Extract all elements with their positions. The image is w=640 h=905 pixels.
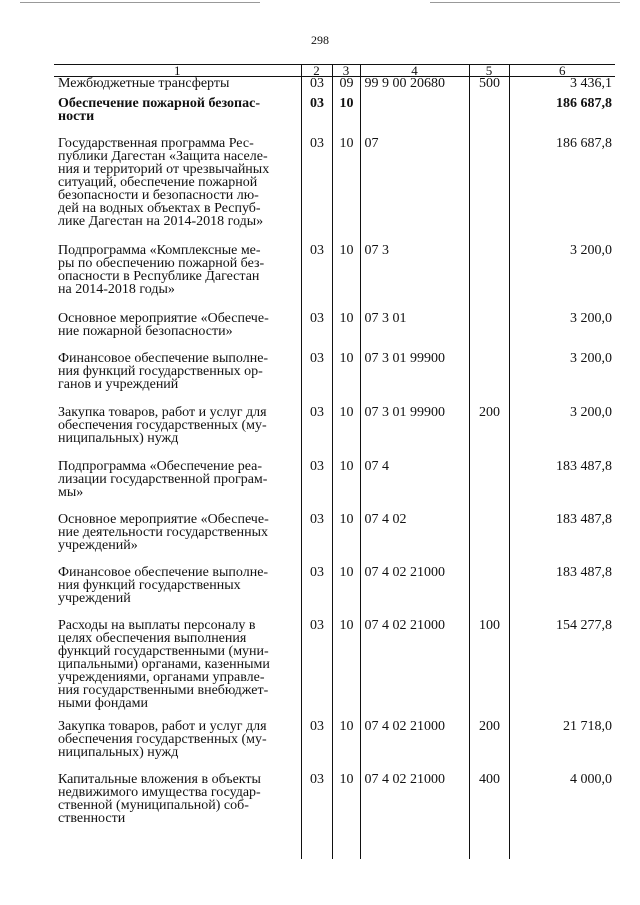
- amount-cell: 3 200,0: [509, 244, 615, 312]
- table-body: [54, 77, 615, 859]
- subsection-code-cell: 10: [332, 513, 360, 566]
- section-code-cell: 03: [301, 137, 332, 244]
- table-row: [54, 825, 615, 859]
- top-edge-line: [20, 2, 260, 3]
- section-code-cell: 03: [301, 720, 332, 773]
- table-row: [54, 244, 615, 312]
- amount-cell: 183 487,8: [509, 566, 615, 619]
- expense-type-cell: [469, 97, 509, 137]
- column-header: 4: [360, 65, 469, 77]
- amount-cell: 3 200,0: [509, 312, 615, 352]
- table-row: [54, 773, 615, 825]
- empty-cell: [469, 825, 509, 859]
- table-row: [54, 312, 615, 352]
- section-code-cell: 03: [301, 312, 332, 352]
- subsection-code-cell: 09: [332, 77, 360, 97]
- row-name-cell: Расходы на выплаты персоналу в целях обеспечения выполнения функций государственными (муни- ципальными) органами, казенными учреждениями, органами управле- ния государственными внебюджет- ными фондами: [54, 619, 301, 720]
- subsection-code-cell: 10: [332, 460, 360, 513]
- table-row: [54, 513, 615, 566]
- target-article-cell: 07 4 02 21000: [360, 773, 469, 825]
- subsection-code-cell: 10: [332, 312, 360, 352]
- column-header: 5: [469, 65, 509, 77]
- section-code-cell: 03: [301, 460, 332, 513]
- target-article-cell: 07 4 02: [360, 513, 469, 566]
- row-name-cell: Обеспечение пожарной безопас- ности: [54, 97, 301, 137]
- section-code-cell: 03: [301, 244, 332, 312]
- target-article-cell: 07 4 02 21000: [360, 619, 469, 720]
- expense-type-cell: [469, 244, 509, 312]
- amount-cell: 3 436,1: [509, 77, 615, 97]
- section-code-cell: 03: [301, 619, 332, 720]
- expense-type-cell: [469, 513, 509, 566]
- amount-cell: 183 487,8: [509, 513, 615, 566]
- section-code-cell: 03: [301, 513, 332, 566]
- expense-type-cell: 500: [469, 77, 509, 97]
- amount-cell: 4 000,0: [509, 773, 615, 825]
- expense-type-cell: [469, 460, 509, 513]
- subsection-code-cell: 10: [332, 352, 360, 406]
- expense-type-cell: [469, 566, 509, 619]
- target-article-cell: 07: [360, 137, 469, 244]
- section-code-cell: 03: [301, 773, 332, 825]
- table-header-row: [54, 65, 615, 77]
- target-article-cell: 07 3 01 99900: [360, 352, 469, 406]
- amount-cell: 154 277,8: [509, 619, 615, 720]
- table-row: [54, 720, 615, 773]
- table-row: [54, 352, 615, 406]
- subsection-code-cell: 10: [332, 97, 360, 137]
- table-row: [54, 619, 615, 720]
- subsection-code-cell: 10: [332, 773, 360, 825]
- top-edge-line: [430, 2, 620, 3]
- row-name-cell: Финансовое обеспечение выполне- ния функций государственных ор- ганов и учреждений: [54, 352, 301, 406]
- budget-table: [54, 64, 615, 859]
- section-code-cell: 03: [301, 77, 332, 97]
- table-row: [54, 566, 615, 619]
- column-header: 6: [509, 65, 615, 77]
- empty-cell: [360, 825, 469, 859]
- section-code-cell: 03: [301, 406, 332, 460]
- target-article-cell: [360, 97, 469, 137]
- expense-type-cell: 400: [469, 773, 509, 825]
- empty-cell: [332, 825, 360, 859]
- target-article-cell: 99 9 00 20680: [360, 77, 469, 97]
- table-row: [54, 97, 615, 137]
- table-row: [54, 77, 615, 97]
- expense-type-cell: [469, 137, 509, 244]
- expense-type-cell: 200: [469, 720, 509, 773]
- expense-type-cell: [469, 352, 509, 406]
- row-name-cell: Государственная программа Рес- публики Дагестан «Защита населе- ния и территорий от чрезвычайных ситуаций, обеспечение пожарной безопасности и безопасности лю- дей на водных объектах в Респуб- лике Дагестан на 2014-2018 годы»: [54, 137, 301, 244]
- amount-cell: 186 687,8: [509, 97, 615, 137]
- empty-cell: [301, 825, 332, 859]
- page-number: 298: [311, 33, 329, 47]
- row-name-cell: Финансовое обеспечение выполне- ния функций государственных учреждений: [54, 566, 301, 619]
- target-article-cell: 07 3 01 99900: [360, 406, 469, 460]
- column-header: 2: [301, 65, 332, 77]
- section-code-cell: 03: [301, 566, 332, 619]
- subsection-code-cell: 10: [332, 566, 360, 619]
- subsection-code-cell: 10: [332, 406, 360, 460]
- amount-cell: 3 200,0: [509, 406, 615, 460]
- column-header: 3: [332, 65, 360, 77]
- section-code-cell: 03: [301, 97, 332, 137]
- empty-cell: [54, 825, 301, 859]
- expense-type-cell: [469, 312, 509, 352]
- table-row: [54, 137, 615, 244]
- table-row: [54, 460, 615, 513]
- subsection-code-cell: 10: [332, 619, 360, 720]
- table-row: [54, 406, 615, 460]
- row-name-cell: Закупка товаров, работ и услуг для обеспечения государственных (му- ниципальных) нужд: [54, 406, 301, 460]
- amount-cell: 183 487,8: [509, 460, 615, 513]
- amount-cell: 21 718,0: [509, 720, 615, 773]
- expense-type-cell: 100: [469, 619, 509, 720]
- row-name-cell: Подпрограмма «Обеспечение реа- лизации государственной програм- мы»: [54, 460, 301, 513]
- target-article-cell: 07 4: [360, 460, 469, 513]
- expense-type-cell: 200: [469, 406, 509, 460]
- section-code-cell: 03: [301, 352, 332, 406]
- subsection-code-cell: 10: [332, 244, 360, 312]
- subsection-code-cell: 10: [332, 137, 360, 244]
- amount-cell: 3 200,0: [509, 352, 615, 406]
- empty-cell: [509, 825, 615, 859]
- target-article-cell: 07 4 02 21000: [360, 566, 469, 619]
- subsection-code-cell: 10: [332, 720, 360, 773]
- target-article-cell: 07 3: [360, 244, 469, 312]
- amount-cell: 186 687,8: [509, 137, 615, 244]
- row-name-cell: Закупка товаров, работ и услуг для обеспечения государственных (му- ниципальных) нужд: [54, 720, 301, 773]
- row-name-cell: Подпрограмма «Комплексные ме- ры по обеспечению пожарной без- опасности в Республике Дагестан на 2014-2018 годы»: [54, 244, 301, 312]
- row-name-cell: Основное мероприятие «Обеспече- ние пожарной безопасности»: [54, 312, 301, 352]
- row-name-cell: Капитальные вложения в объекты недвижимого имущества государ- ственной (муниципальной) соб- ственности: [54, 773, 301, 825]
- target-article-cell: 07 3 01: [360, 312, 469, 352]
- column-header: 1: [54, 65, 301, 77]
- row-name-cell: Основное мероприятие «Обеспече- ние деятельности государственных учреждений»: [54, 513, 301, 566]
- row-name-cell: Межбюджетные трансферты: [54, 77, 301, 97]
- target-article-cell: 07 4 02 21000: [360, 720, 469, 773]
